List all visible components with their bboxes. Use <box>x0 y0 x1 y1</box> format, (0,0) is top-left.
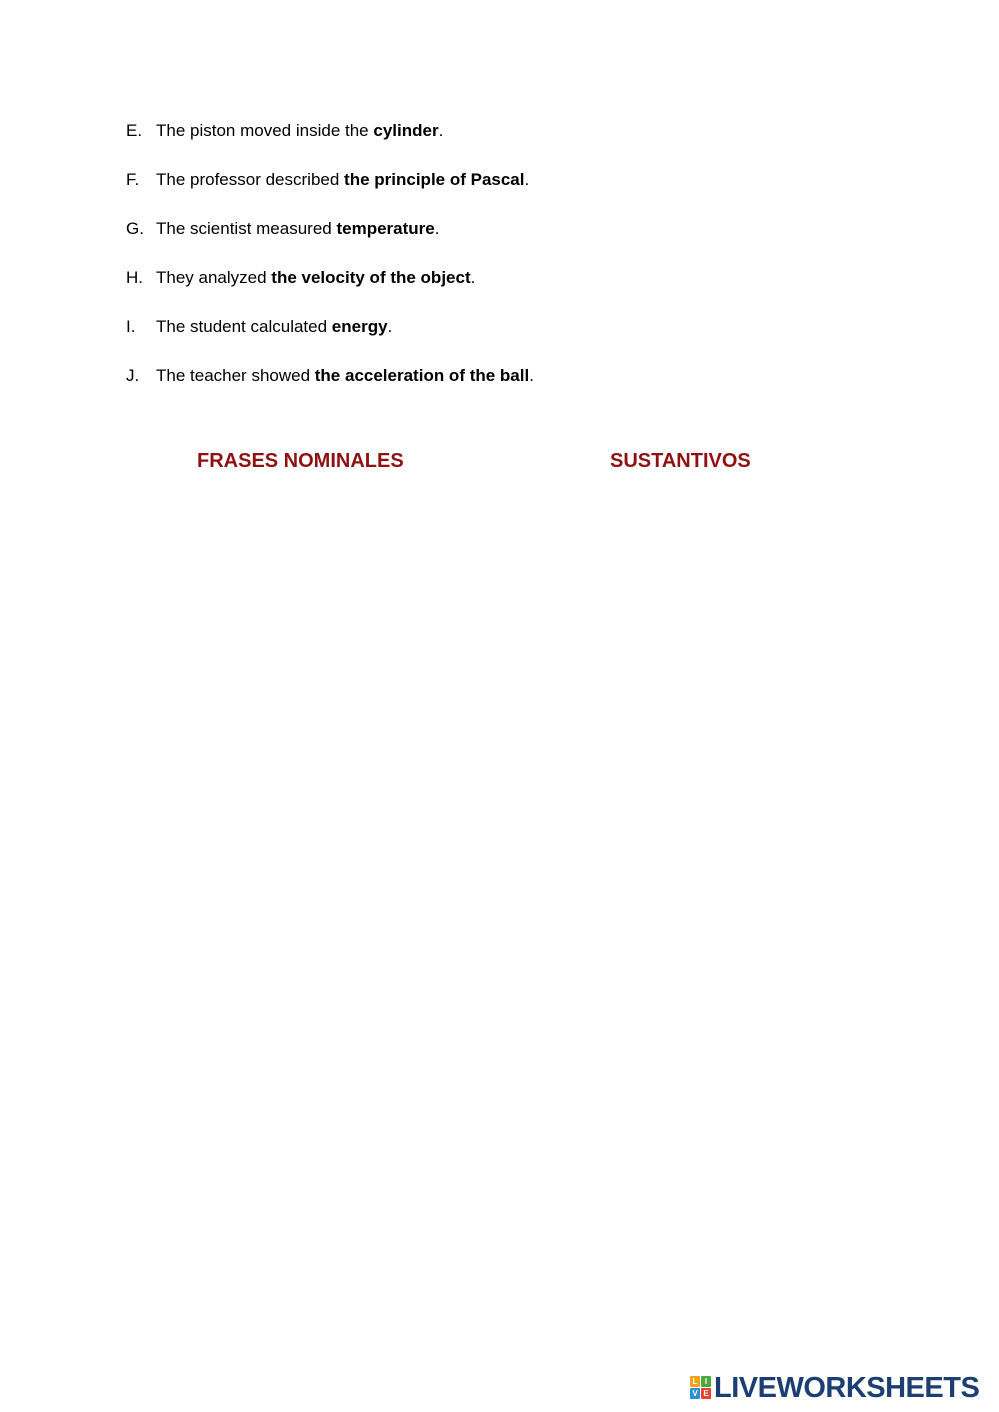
item-prefix: The student calculated <box>156 317 332 336</box>
item-letter: H. <box>126 268 143 287</box>
liveworksheets-logo <box>690 1372 979 1404</box>
item-text <box>156 119 443 143</box>
item-letter: J. <box>126 366 140 385</box>
item-prefix: The piston moved inside the <box>156 121 374 140</box>
item-bold: the velocity of the object <box>271 268 471 287</box>
item-letter: F. <box>126 170 140 189</box>
item-text <box>156 168 529 192</box>
item-suffix: . <box>524 170 530 189</box>
item-text <box>156 315 392 339</box>
item-prefix: The scientist measured <box>156 219 337 238</box>
item-bold: cylinder <box>373 121 439 140</box>
item-prefix: They analyzed <box>156 268 272 287</box>
item-text <box>156 266 475 290</box>
item-suffix: . <box>470 268 476 287</box>
item-bold: energy <box>331 317 388 336</box>
liveworksheets-logo-text: LIVEWORKSHEETS <box>714 1372 980 1404</box>
logo-square-l: L <box>690 1376 700 1387</box>
item-suffix: . <box>529 366 534 385</box>
item-letter: G. <box>126 219 144 238</box>
logo-square-v: V <box>690 1388 700 1399</box>
item-letter: I. <box>126 317 136 336</box>
item-suffix: . <box>434 219 440 238</box>
item-bold: the principle of Pascal <box>344 170 525 189</box>
item-prefix: The professor described <box>156 170 345 189</box>
frases-nominales-heading: FRASES NOMINALES <box>197 450 404 472</box>
logo-square-i: I <box>701 1376 711 1387</box>
item-suffix: . <box>387 317 393 336</box>
item-text <box>156 364 534 388</box>
item-bold: temperature <box>336 219 435 238</box>
item-prefix: The teacher showed <box>156 366 315 385</box>
item-bold: the acceleration of the ball <box>314 366 530 385</box>
item-text <box>156 217 439 241</box>
liveworksheets-logo-icon <box>690 1376 712 1400</box>
item-suffix: . <box>438 121 444 140</box>
item-letter: E. <box>126 121 143 140</box>
logo-square-e: E <box>701 1388 711 1399</box>
sustantivos-heading: SUSTANTIVOS <box>610 450 751 472</box>
